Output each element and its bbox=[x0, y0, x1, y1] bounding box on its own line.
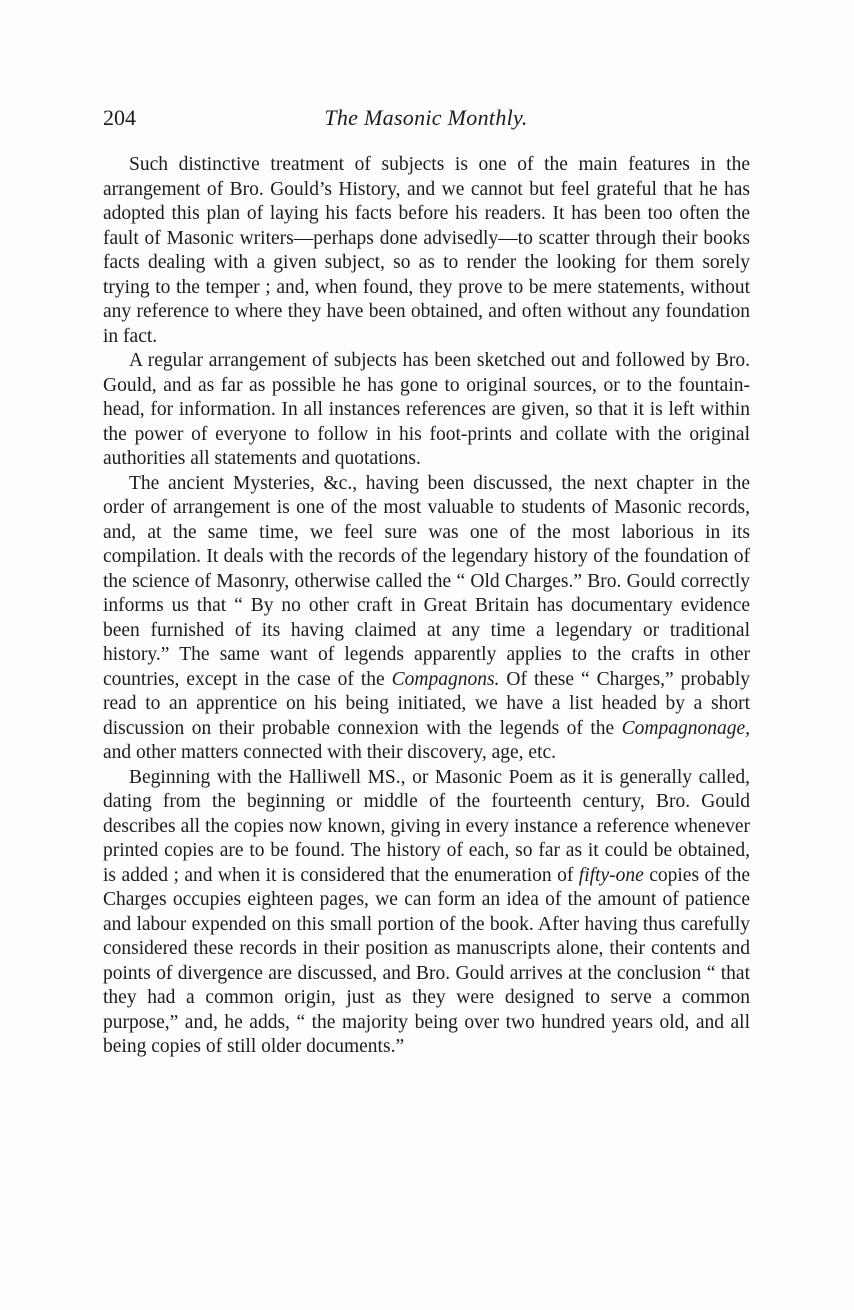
paragraph-4 bbox=[103, 766, 750, 1060]
italic-term-compagnonage: Compagnonage, bbox=[621, 717, 750, 739]
paragraph-2 bbox=[103, 349, 750, 472]
paragraph-1 bbox=[103, 153, 750, 349]
paragraph-1-text: Such distinctive treatment of subjects is one of the main features in the arrangement of Bro. Gould’s History, and we cannot but feel grateful that he has adopted this plan of laying his facts before his readers. It has been too often the fault of Masonic writers—perhaps done advisedly—to scatter through their books facts dealing with a given subject, so as to render the looking for them sorely trying to the temper ; and, when found, they prove to be mere statements, without any reference to where they have been obtained, and often without any foundation in fact. bbox=[103, 154, 750, 347]
paragraph-3-text: and other matters connected with their discovery, age, etc. bbox=[103, 742, 557, 763]
paragraph-2-text: A regular arrangement of subjects has been sketched out and followed by Bro. Gould, and as far as possible he has gone to original sources, or to the fountain-head, for information. In all instances references are given, so that it is left within the power of everyone to follow in his foot-prints and collate with the original authorities all statements and quotations. bbox=[103, 350, 750, 469]
italic-term-fifty-one: fifty-one bbox=[578, 864, 644, 886]
running-title: The Masonic Monthly. bbox=[324, 105, 528, 130]
paragraph-3 bbox=[103, 472, 750, 766]
article-body bbox=[103, 153, 750, 1060]
italic-term-compagnons: Compagnons. bbox=[391, 668, 500, 690]
page-header bbox=[103, 100, 749, 136]
paragraph-3-text: The ancient Mysteries, &c., having been discussed, the next chapter in the order of arrangement is one of the most valuable to students of Masonic records, and, at the same time, we feel sure was one of the most laborious in its compilation. It deals with the records of the legendary history of the foundation of the science of Masonry, otherwise called the “ Old Charges.” Bro. Gould correctly informs us that “ By no other craft in Great Britain has documentary evidence been furnished of its having claimed at any time a legendary or traditional history.” The same want of legends apparently applies to the crafts in other countries, except in the case of the bbox=[103, 472, 750, 690]
paragraph-3-text: Of these “ Charges,” probably read to an apprentice on his being initiated, we have a list headed by a short discussion on their probable connexion with the legends of the bbox=[103, 668, 750, 739]
page-number: 204 bbox=[103, 105, 136, 130]
paragraph-4-text: copies of the Charges occupies eighteen pages, we can form an idea of the amount of patience and labour expended on this small portion of the book. After having thus carefully considered these records in their position as manuscripts alone, their contents and points of divergence are discussed, and Bro. Gould arrives at the conclusion “ that they had a common origin, just as they were designed to serve a common purpose,” and, he adds, “ the majority being over two hundred years old, and all being copies of still older documents.” bbox=[103, 864, 750, 1057]
paragraph-4-text: Beginning with the Halliwell MS., or Masonic Poem as it is generally called, dating from the beginning or middle of the fourteenth century, Bro. Gould describes all the copies now known, giving in every instance a reference whenever printed copies are to be found. The history of each, so far as it could be obtained, is added ; and when it is considered that the enumeration of bbox=[103, 766, 750, 886]
